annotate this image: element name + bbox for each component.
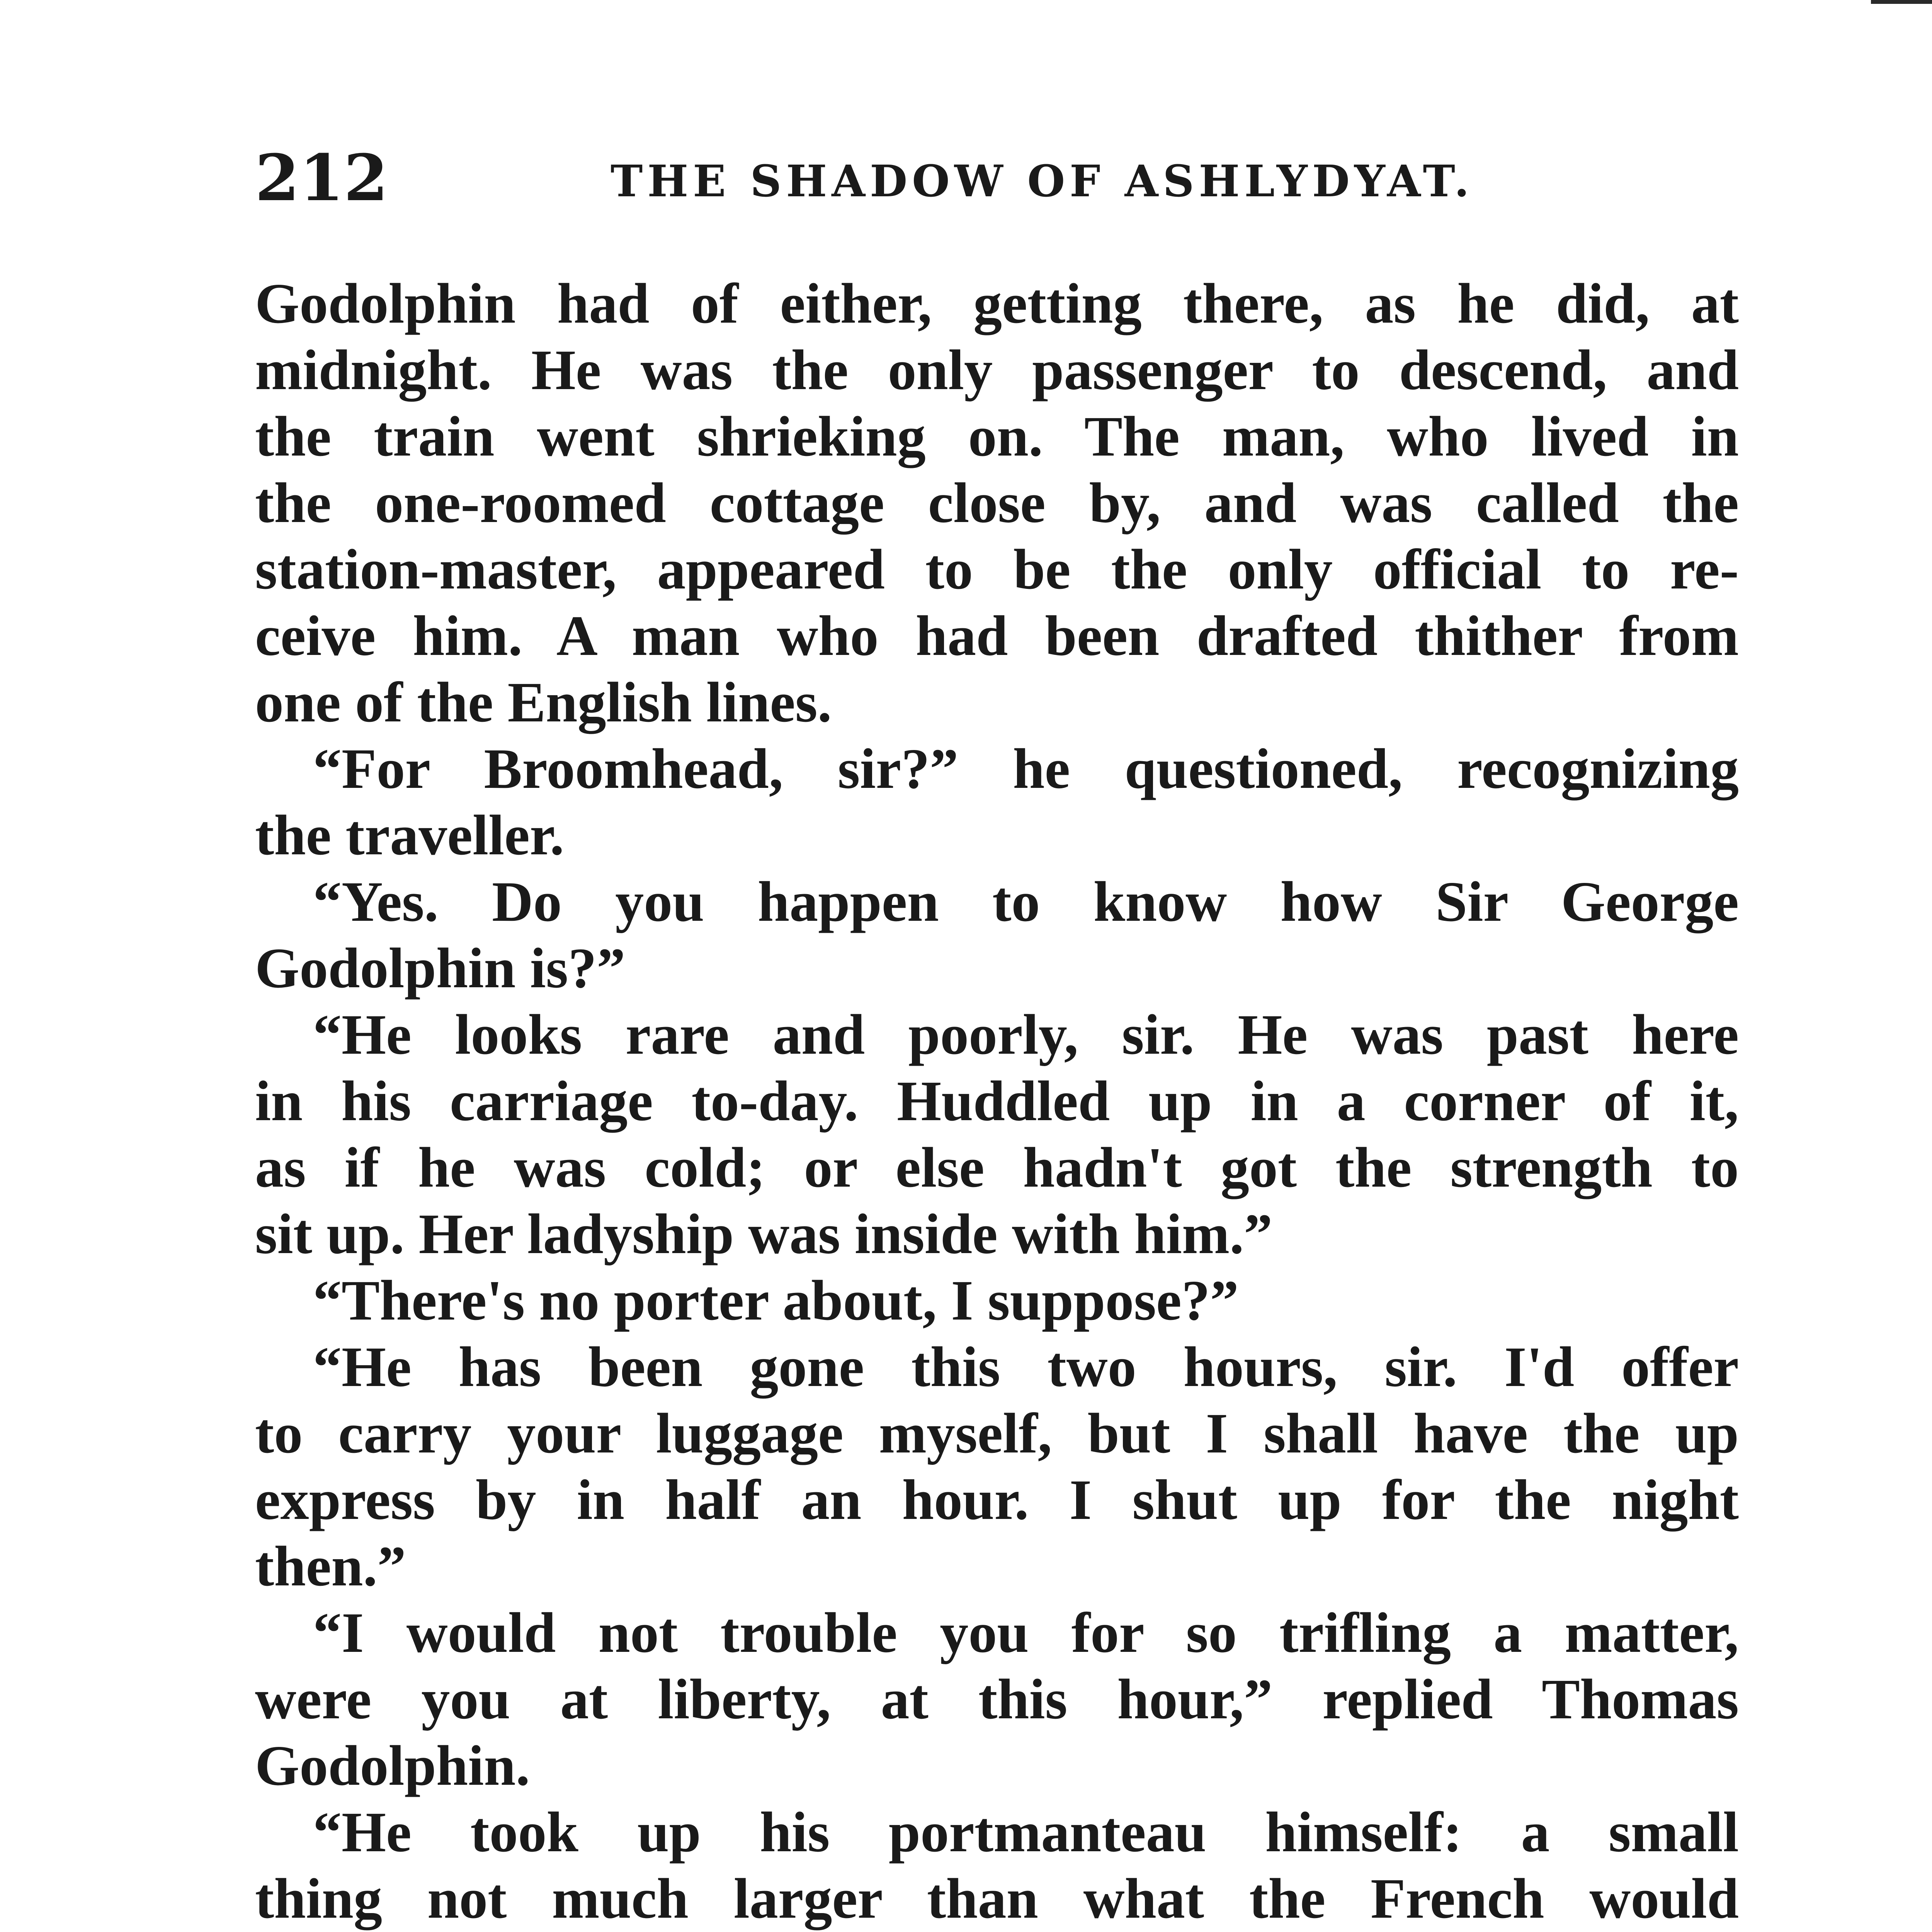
text-line: midnight. He was the only passenger to descend, and <box>255 338 1739 402</box>
text-line: “He has been gone this two hours, sir. I'd offer <box>313 1335 1739 1399</box>
text-line: “He took up his portmanteau himself: a small <box>313 1801 1739 1864</box>
text-line: “I would not trouble you for so trifling a matter, <box>313 1601 1739 1665</box>
text-line: Godolphin. <box>255 1734 530 1798</box>
body-text <box>255 270 1739 1932</box>
text-line: one of the English lines. <box>255 671 832 734</box>
text-line: were you at liberty, at this hour,” replied Thomas <box>255 1668 1739 1731</box>
text-line: Godolphin is?” <box>255 937 626 1000</box>
text-line: sit up. Her ladyship was inside with him.” <box>255 1202 1273 1266</box>
text-line: the traveller. <box>255 804 564 867</box>
text-line: ceive him. A man who had been drafted thither from <box>255 604 1739 668</box>
page-header <box>255 140 1739 215</box>
page-number: 212 <box>255 140 388 215</box>
text-line: express by in half an hour. I shut up for the night <box>255 1468 1739 1532</box>
text-line: Godolphin had of either, getting there, as he did, at <box>255 272 1739 335</box>
text-line: “For Broomhead, sir?” he questioned, recognizing <box>313 737 1739 801</box>
text-line: in his carriage to-day. Huddled up in a corner of it, <box>255 1070 1739 1133</box>
text-line: “He looks rare and poorly, sir. He was past here <box>313 1003 1739 1066</box>
text-line: to carry your luggage myself, but I shall have the up <box>255 1402 1739 1465</box>
text-line: “There's no porter about, I suppose?” <box>313 1269 1239 1332</box>
running-title: THE SHADOW OF ASHLYDYAT. <box>611 156 1474 207</box>
page-edge-mark <box>1871 0 1932 4</box>
text-line: station-master, appeared to be the only official to re- <box>255 538 1739 601</box>
text-line: the train went shrieking on. The man, who lived in <box>255 405 1739 468</box>
text-line: the one-roomed cottage close by, and was called the <box>255 471 1739 535</box>
text-line: “Yes. Do you happen to know how Sir George <box>313 870 1739 934</box>
text-line: then.” <box>255 1535 406 1598</box>
text-line: thing not much larger than what the French would <box>255 1867 1739 1930</box>
text-line: as if he was cold; or else hadn't got the strength to <box>255 1136 1739 1199</box>
